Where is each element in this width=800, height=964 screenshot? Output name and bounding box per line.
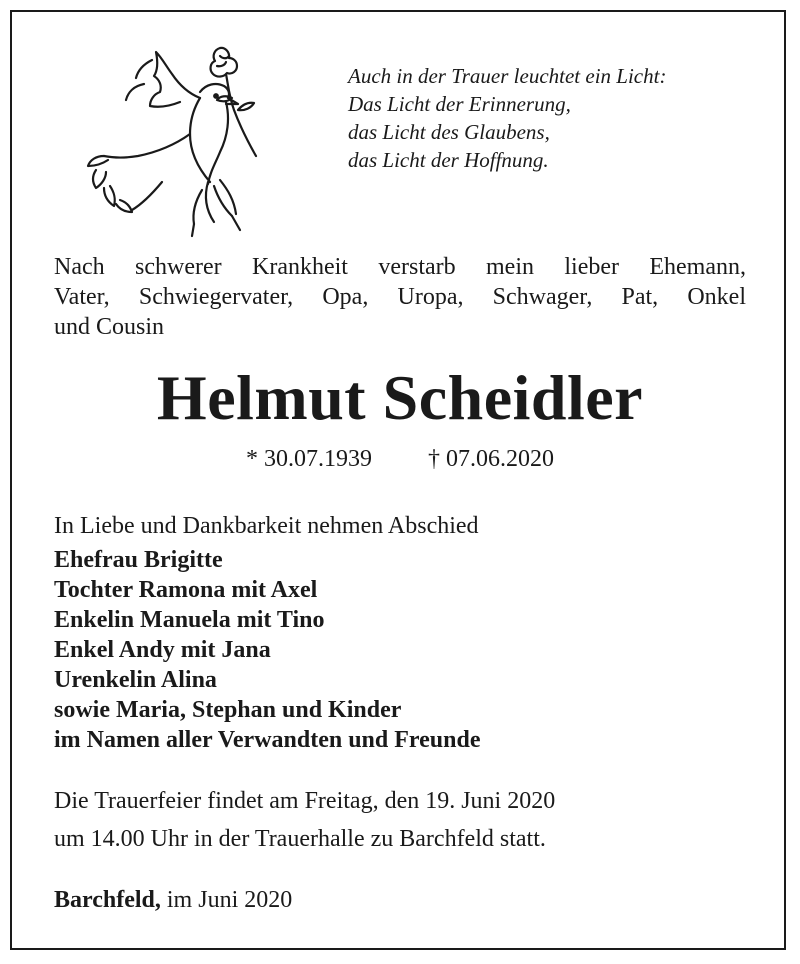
poem (348, 62, 666, 174)
poem-line: das Licht der Hoffnung. (348, 148, 549, 172)
poem-line: Das Licht der Erinnerung, (348, 92, 571, 116)
farewell-line: In Liebe und Dankbarkeit nehmen Abschied (54, 513, 479, 539)
service-line: um 14.00 Uhr in der Trauerhalle zu Barchfeld statt. (54, 826, 546, 852)
mourners-list (54, 545, 480, 755)
dove-with-rose-icon (82, 40, 272, 240)
poem-line: Auch in der Trauer leuchtet ein Licht: (348, 64, 667, 88)
closing-date: im Juni 2020 (166, 887, 293, 913)
intro-line: Vater, Schwiegervater, Opa, Uropa, Schwager, Pat, Onkel (54, 284, 746, 310)
intro-line: Nach schwerer Krankheit verstarb mein lieber Ehemann, (54, 254, 746, 280)
mourner-item: im Namen aller Verwandten und Freunde (54, 727, 481, 753)
mourner-item: Enkel Andy mit Jana (54, 637, 271, 663)
place-and-date (54, 885, 292, 915)
deceased-name: Helmut Scheidler (156, 362, 644, 433)
mourner-item: Enkelin Manuela mit Tino (54, 607, 325, 633)
life-dates (0, 444, 800, 474)
service-line: Die Trauerfeier findet am Freitag, den 19. Juni 2020 (54, 788, 556, 814)
mourner-item: sowie Maria, Stephan und Kinder (54, 697, 402, 723)
intro-text (54, 252, 746, 342)
funeral-service-info (54, 782, 555, 858)
mourner-item: Urenkelin Alina (54, 667, 217, 693)
intro-line: und Cousin (54, 314, 165, 340)
place-name: Barchfeld, (54, 887, 161, 913)
death-date: † 07.06.2020 (428, 446, 554, 472)
mourner-item: Tochter Ramona mit Axel (54, 577, 318, 603)
birth-date: * 30.07.1939 (246, 446, 372, 472)
mourner-item: Ehefrau Brigitte (54, 547, 223, 573)
poem-line: das Licht des Glaubens, (348, 120, 550, 144)
